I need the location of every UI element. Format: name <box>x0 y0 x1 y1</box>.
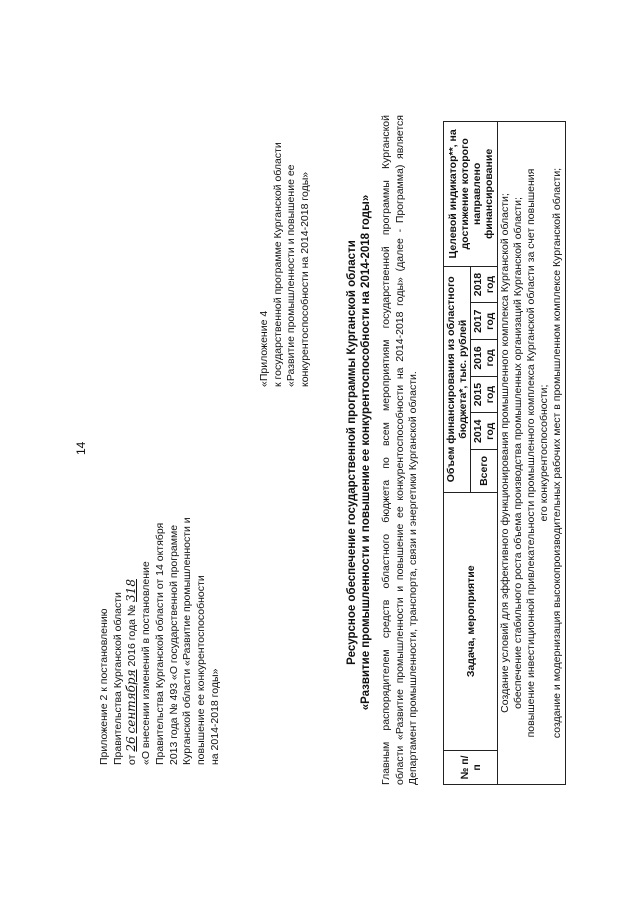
appendix-2-line: «О внесении изменений в постановление <box>140 561 153 765</box>
task-line: обеспечение стабильного роста объема производства промышленных организаций Курганской области; <box>512 197 524 709</box>
task-line: Создание условий для эффективного функционирования промышленного комплекса Курганской области; <box>499 193 511 713</box>
appendix-4-header <box>258 142 313 387</box>
appendix-2-line: Приложение 2 к постановлению <box>98 608 110 765</box>
task-line: его конкурентоспособности; <box>538 384 550 522</box>
header-year: 2016 год <box>471 340 498 377</box>
intro-line: области «Развитие промышленности и повышение ее конкурентоспособности на 2014-2018 годы» (далее - Программа) является <box>393 115 406 785</box>
appendix-4-line: «Развитие промышленности и повышение ее <box>285 164 298 387</box>
page-number: 14 <box>74 441 88 455</box>
title-line-1: Ресурсное обеспечение государственной программы Курганской области <box>346 240 358 665</box>
handwritten-month: сентября <box>124 669 139 734</box>
appendix-2-line: Правительства Курганской области <box>111 592 124 765</box>
appendix-2-line: Правительства Курганской области от 14 октября <box>153 522 166 765</box>
table-header-row <box>444 122 471 785</box>
title-line-2: «Развитие промышленности и повышение ее конкурентоспособности на 2014-2018 годы» <box>360 194 372 711</box>
header-year: 2017 год <box>471 303 498 340</box>
task-line: создание и модернизация высокопроизводительных рабочих мест в промышленном комплексе Курганской области; <box>551 167 563 739</box>
header-number: № п/п <box>444 750 498 784</box>
handwritten-day: 26 <box>124 736 139 752</box>
table-row <box>498 122 566 785</box>
funding-table <box>443 121 566 785</box>
intro-paragraph <box>380 115 421 785</box>
appendix-4-line: конкурентоспособности на 2014-2018 годы» <box>299 171 312 387</box>
header-year: 2018 год <box>471 266 498 303</box>
appendix-4-line: «Приложение 4 <box>258 310 270 387</box>
header-target-indicator: Целевой индикатор**, на достижение которого направлено финансирование <box>444 122 498 267</box>
appendix-2-line: на 2014-2018 годы» <box>208 668 221 765</box>
appendix-4-line: к государственной программе Курганской области <box>271 142 284 387</box>
header-year: 2015 год <box>471 376 498 413</box>
appendix-2-line: 2013 года № 493 «О государственной программе <box>167 524 180 765</box>
header-year: 2014 год <box>471 413 498 450</box>
intro-line: Главным распорядителем средств областного бюджета по всем мероприятиям государственной программы Курганской <box>380 115 392 785</box>
task-description-cell <box>498 122 566 785</box>
appendix-2-line: Курганской области «Развитие промышленности и <box>181 517 194 765</box>
intro-line: Департамент промышленности, транспорта, связи и энергетики Курганской области. <box>407 371 419 785</box>
date-year-text: 2016 года № <box>126 604 139 667</box>
header-task: Задача, мероприятие <box>444 492 498 750</box>
header-total: Всего <box>471 450 498 493</box>
appendix-2-header <box>98 517 222 765</box>
header-funding: Объем финансирования из областного бюджета*, тыс. рублей <box>444 266 471 492</box>
date-prefix: от <box>126 754 139 765</box>
document-title <box>345 0 373 905</box>
handwritten-number: 318 <box>124 579 139 602</box>
appendix-2-date-line <box>125 517 140 765</box>
task-line: повышение инвестиционной привлекательности промышленного комплекса Курганской области за счет повышения <box>525 168 537 738</box>
appendix-2-line: повышение ее конкурентоспособности <box>194 575 207 765</box>
